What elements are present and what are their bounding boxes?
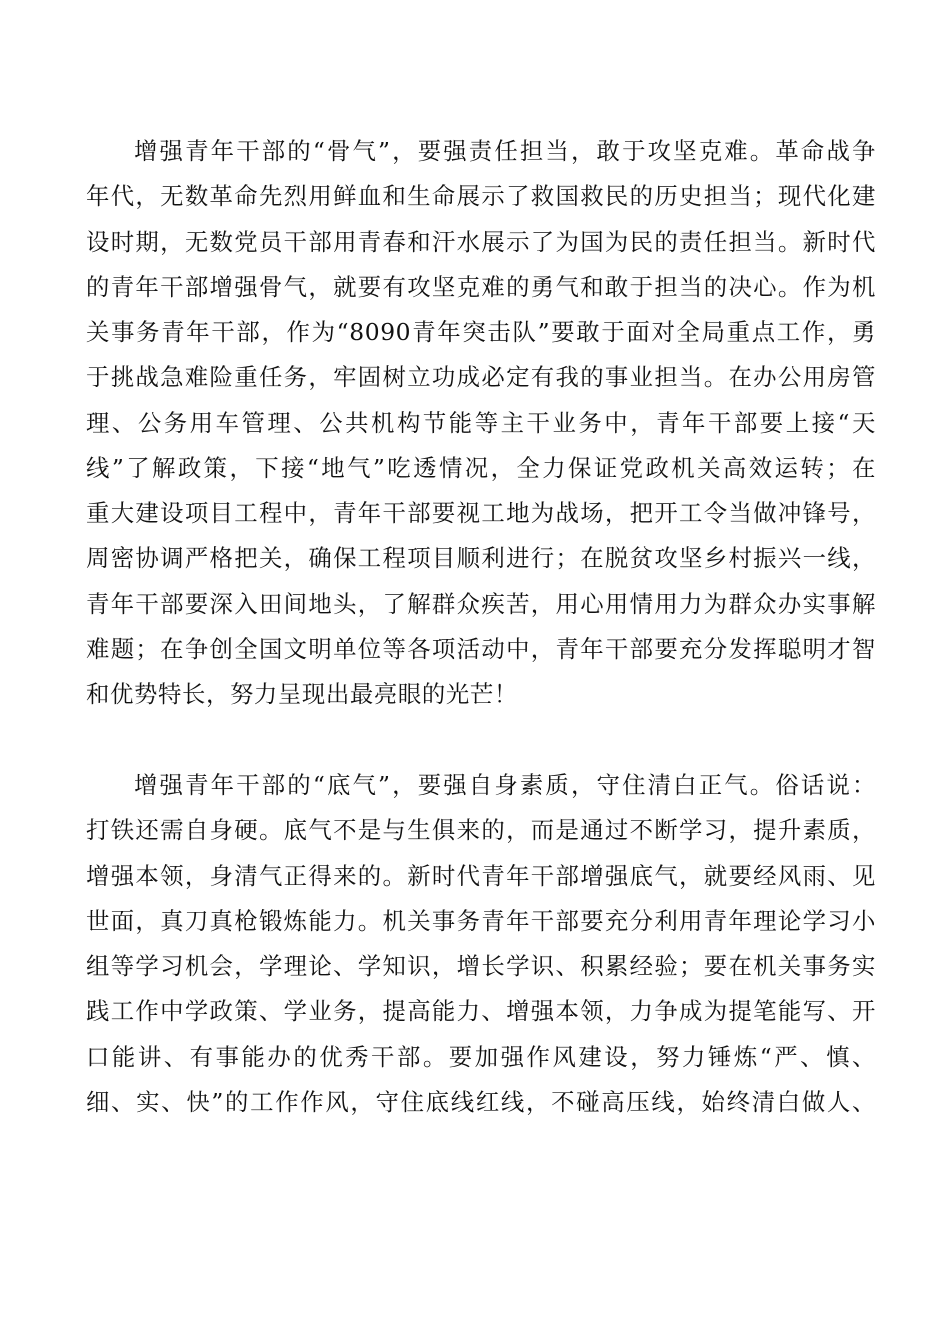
paragraph-backbone xyxy=(86,129,876,717)
paragraph-line: 的青年干部增强骨气，就要有攻坚克难的勇气和敢于担当的决心。作为机 xyxy=(86,272,876,301)
paragraph-line: 周密协调严格把关，确保工程项目顺利进行；在脱贫攻坚乡村振兴一线， xyxy=(86,544,876,573)
paragraph-line: 践工作中学政策、学业务，提高能力、增强本领，力争成为提笔能写、开 xyxy=(86,997,876,1026)
paragraph-line: 青年干部要深入田间地头，了解群众疾苦，用心用情用力为群众办实事解 xyxy=(86,589,876,618)
paragraph-line: 增强青年干部的“底气”，要强自身素质，守住清白正气。俗话说： xyxy=(134,771,876,799)
paragraph-line: 年代，无数革命先烈用鲜血和生命展示了救国救民的历史担当；现代化建 xyxy=(86,182,876,211)
paragraph-line: 线”了解政策，下接“地气”吃透情况，全力保证党政机关高效运转；在 xyxy=(86,453,876,482)
paragraph-confidence xyxy=(86,763,876,1125)
paragraph-line: 重大建设项目工程中，青年干部要视工地为战场，把开工令当做冲锋号， xyxy=(86,499,876,527)
paragraph-line: 难题；在争创全国文明单位等各项活动中，青年干部要充分发挥聪明才智 xyxy=(86,634,876,663)
paragraph-line: 口能讲、有事能办的优秀干部。要加强作风建设，努力锤炼“严、慎、 xyxy=(86,1042,876,1071)
paragraph-line: 于挑战急难险重任务，牢固树立功成必定有我的事业担当。在办公用房管 xyxy=(86,363,876,392)
paragraph-line: 增强本领，身清气正得来的。新时代青年干部增强底气，就要经风雨、见 xyxy=(86,861,876,890)
paragraph-line: 和优势特长，努力呈现出最亮眼的光芒！ xyxy=(86,680,518,708)
paragraph-line: 设时期，无数党员干部用青春和汗水展示了为国为民的责任担当。新时代 xyxy=(86,227,876,256)
paragraph-line: 世面，真刀真枪锻炼能力。机关事务青年干部要充分利用青年理论学习小 xyxy=(86,906,876,935)
paragraph-line: 打铁还需自身硬。底气不是与生俱来的，而是通过不断学习，提升素质， xyxy=(86,816,876,845)
paragraph-line: 增强青年干部的“骨气”，要强责任担当，敢于攻坚克难。革命战争 xyxy=(134,137,876,165)
paragraph-line: 关事务青年干部，作为“8090青年突击队”要敢于面对全局重点工作，勇 xyxy=(86,318,876,346)
paragraph-line: 组等学习机会，学理论、学知识，增长学识、积累经验；要在机关事务实 xyxy=(86,952,876,980)
paragraph-line: 理、公务用车管理、公共机构节能等主干业务中，青年干部要上接“天 xyxy=(86,408,876,437)
paragraph-line: 细、实、快”的工作作风，守住底线红线，不碰高压线，始终清白做人、 xyxy=(86,1087,876,1116)
